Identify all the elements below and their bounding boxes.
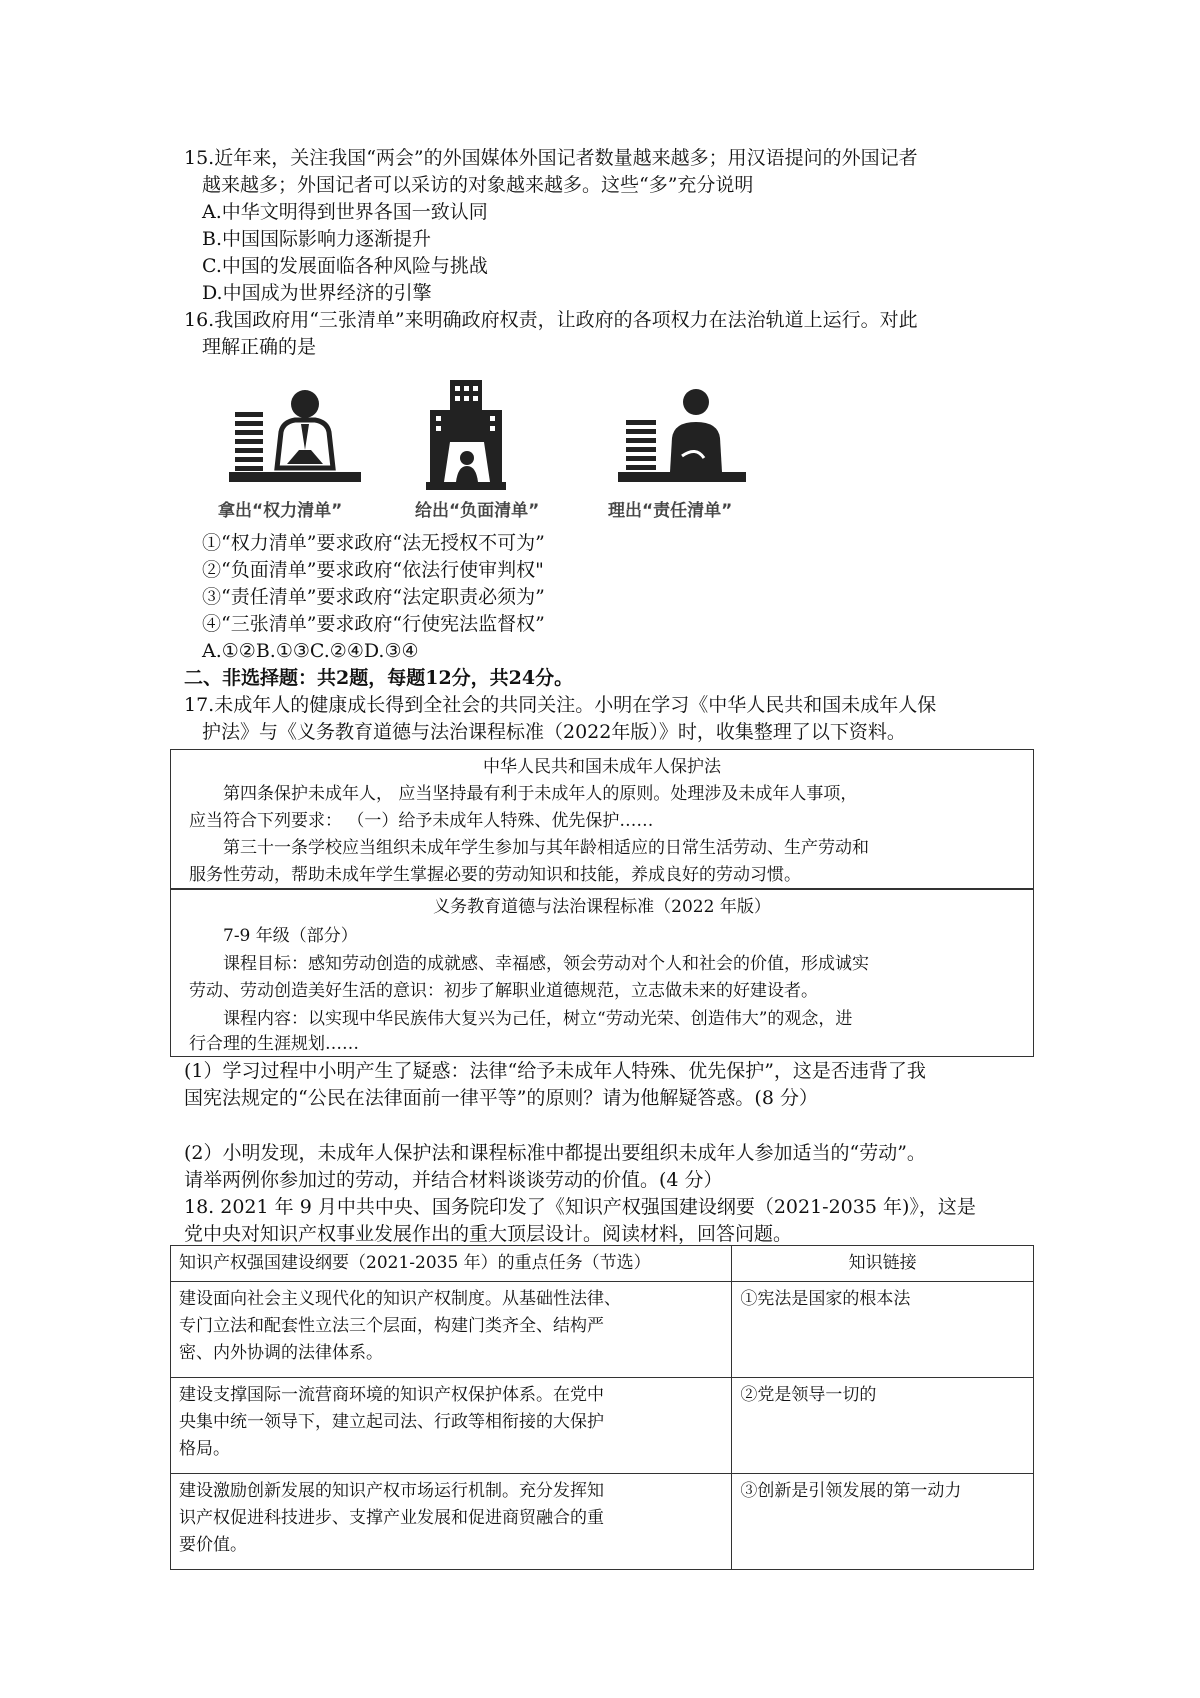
q16-statement-1: ①“权力清单”要求政府“法无授权不可为” <box>202 532 545 554</box>
curriculum-line2: 课程目标：感知劳动创造的成就感、幸福感，领会劳动对个人和社会的价值，形成诚实 <box>223 954 869 974</box>
table-header-links: 知识链接 <box>732 1246 1034 1282</box>
task-text-line: 建设激励创新发展的知识产权市场运行机制。充分发挥知 <box>179 1481 604 1501</box>
task-text-line: 要价值。 <box>179 1535 247 1555</box>
table-row <box>171 1282 1034 1378</box>
task-text-line: 专门立法和配套性立法三个层面，构建门类齐全、结构严 <box>179 1316 604 1336</box>
law-line1: 第四条保护未成年人， 应当坚持最有利于未成年人的原则。处理涉及未成年人事项， <box>223 784 858 804</box>
law-line2: 应当符合下列要求： （一）给予未成年人特殊、优先保护…… <box>189 811 654 831</box>
q17-sub2-line1: (2）小明发现，未成年人保护法和课程标准中都提出要组织未成年人参加适当的“劳动”。 <box>184 1142 926 1164</box>
task-text-line: 格局。 <box>179 1439 230 1459</box>
table-cell-task <box>171 1282 732 1378</box>
q16-options: A.①②B.①③C.②④D.③④ <box>202 640 419 662</box>
q15-stem-line2: 越来越多；外国记者可以采访的对象越来越多。这些“多”充分说明 <box>202 174 754 196</box>
table-cell-link: ②党是领导一切的 <box>732 1378 1034 1474</box>
curriculum-line5: 行合理的生涯规划…… <box>189 1034 359 1054</box>
law-line3: 第三十一条学校应当组织未成年学生参加与其年龄相适应的日常生活劳动、生产劳动和 <box>223 838 869 858</box>
q17-material-box-law <box>170 749 1034 889</box>
curriculum-line4: 课程内容：以实现中华民族伟大复兴为己任，树立“劳动光荣、创造伟大”的观念，进 <box>223 1009 853 1029</box>
q16-stem-line2: 理解正确的是 <box>202 336 317 358</box>
q17-sub1-line2: 国宪法规定的“公民在法律面前一律平等”的原则？请为他解疑答惑。(8 分） <box>184 1087 818 1109</box>
task-text-line: 识产权促进科技进步、支撑产业发展和促进商贸融合的重 <box>179 1508 604 1528</box>
table-header-tasks: 知识产权强国建设纲要（2021-2035 年）的重点任务（节选） <box>171 1246 732 1282</box>
q15-option-b: B.中国国际影响力逐渐提升 <box>202 228 432 250</box>
curriculum-title: 义务教育道德与法治课程标准（2022 年版） <box>433 897 771 917</box>
q17-stem-line1: 17.未成年人的健康成长得到全社会的共同关注。小明在学习《中华人民共和国未成年人保 <box>184 694 937 716</box>
task-text-line: 央集中统一领导下，建立起司法、行政等相衔接的大保护 <box>179 1412 604 1432</box>
q15-option-d: D.中国成为世界经济的引擎 <box>202 282 432 304</box>
table-cell-link: ③创新是引领发展的第一动力 <box>732 1474 1034 1570</box>
q17-sub2-line2: 请举两例你参加过的劳动，并结合材料谈谈劳动的价值。(4 分） <box>184 1169 723 1191</box>
q16-statement-4: ④“三张清单”要求政府“行使宪法监督权” <box>202 613 545 635</box>
power-list-illustration <box>225 380 365 510</box>
task-text-line: 密、内外协调的法律体系。 <box>179 1343 383 1363</box>
q17-sub1-line1: (1）学习过程中小明产生了疑惑：法律“给予未成年人特殊、优先保护”，这是否违背了我 <box>184 1060 926 1082</box>
q16-stem-line1: 16.我国政府用“三张清单”来明确政府权责，让政府的各项权力在法治轨道上运行。对此 <box>184 309 918 331</box>
q15-stem-line1: 15.近年来，关注我国“两会”的外国媒体外国记者数量越来越多；用汉语提问的外国记者 <box>184 147 918 169</box>
curriculum-line3: 劳动、劳动创造美好生活的意识：初步了解职业道德规范，立志做未来的好建设者。 <box>189 981 818 1001</box>
q17-material-box-curriculum <box>170 889 1034 1057</box>
table-row <box>171 1474 1034 1570</box>
negative-list-illustration <box>400 380 540 510</box>
table-header-row <box>171 1246 1034 1282</box>
q18-table <box>170 1245 1034 1570</box>
q16-statement-2: ②“负面清单”要求政府“依法行使审判权" <box>202 559 544 581</box>
q18-stem-line1: 18. 2021 年 9 月中共中央、国务院印发了《知识产权强国建设纲要（2021-2035 年)》，这是 <box>184 1196 976 1218</box>
power-list-caption: 拿出“权力清单” <box>218 501 343 521</box>
curriculum-line1: 7-9 年级（部分） <box>223 926 358 946</box>
q15-option-a: A.中华文明得到世界各国一致认同 <box>202 201 488 223</box>
table-cell-link: ①宪法是国家的根本法 <box>732 1282 1034 1378</box>
q17-stem-line2: 护法》与《义务教育道德与法治课程标准（2022年版）》时，收集整理了以下资料。 <box>202 721 906 743</box>
q18-stem-line2: 党中央对知识产权事业发展作出的重大顶层设计。阅读材料，回答问题。 <box>184 1223 793 1245</box>
task-text-line: 建设支撑国际一流营商环境的知识产权保护体系。在党中 <box>179 1385 604 1405</box>
law-title: 中华人民共和国未成年人保护法 <box>483 757 721 777</box>
law-line4: 服务性劳动，帮助未成年学生掌握必要的劳动知识和技能，养成良好的劳动习惯。 <box>189 865 801 885</box>
task-text-line: 建设面向社会主义现代化的知识产权制度。从基础性法律、 <box>179 1289 621 1309</box>
table-row <box>171 1378 1034 1474</box>
q15-option-c: C.中国的发展面临各种风险与挑战 <box>202 255 488 277</box>
responsibility-list-illustration <box>612 380 752 510</box>
table-cell-task <box>171 1474 732 1570</box>
negative-list-caption: 给出“负面清单” <box>415 501 540 521</box>
responsibility-list-caption: 理出“责任清单” <box>608 501 733 521</box>
q16-statement-3: ③“责任清单”要求政府“法定职责必须为” <box>202 586 545 608</box>
table-cell-task <box>171 1378 732 1474</box>
section-2-title: 二、非选择题：共2题，每题12分，共24分。 <box>184 667 574 689</box>
